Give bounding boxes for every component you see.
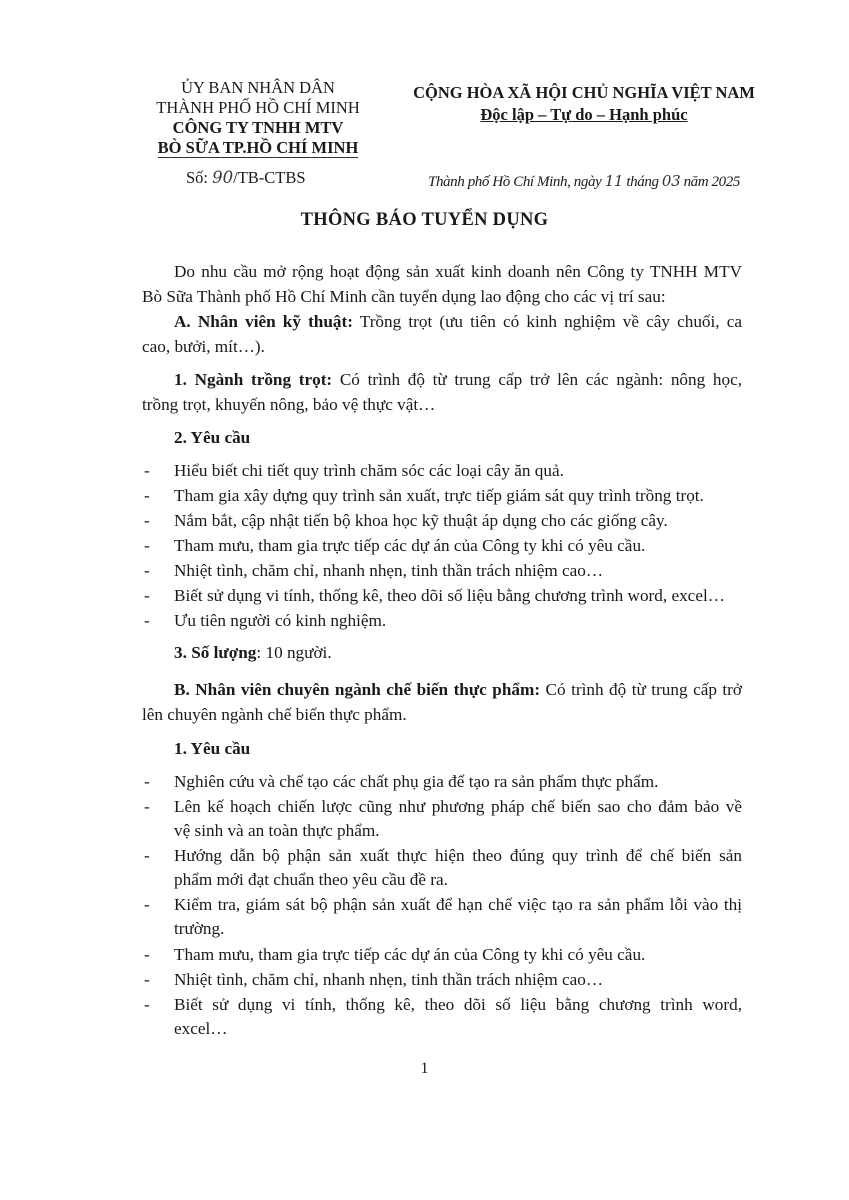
section-a-line-2: cao, bưởi, mít…).	[142, 337, 265, 356]
date-month: 03	[661, 172, 681, 190]
list-item: Biết sử dụng vi tính, thống kê, theo dõi số liệu bằng chương trình word,	[174, 995, 742, 1014]
list-item-continuation: excel…	[174, 1019, 228, 1038]
section-b-heading: B. Nhân viên chuyên ngành chế biến thực phẩm:	[174, 680, 541, 699]
issuer-block	[140, 78, 376, 158]
list-item-continuation: phẩm mới đạt chuẩn theo yêu cầu đề ra.	[174, 870, 448, 889]
list-bullet: -	[144, 995, 150, 1014]
issuer-line-1: ỦY BAN NHÂN DÂN	[181, 78, 335, 97]
list-bullet: -	[144, 970, 150, 989]
issuer-line-4: BÒ SỮA TP.HỒ CHÍ MINH	[157, 138, 359, 157]
list-item: Tham mưu, tham gia trực tiếp các dự án của Công ty khi có yêu cầu.	[174, 536, 646, 555]
date-day: 11	[604, 172, 624, 190]
section-a-item3-text: : 10 người.	[256, 643, 332, 662]
section-a-item1-line-2: trồng trọt, khuyến nông, bảo vệ thực vật…	[142, 395, 436, 414]
list-bullet: -	[144, 486, 150, 505]
list-item: Tham gia xây dựng quy trình sản xuất, trực tiếp giám sát quy trình trồng trọt.	[174, 486, 704, 505]
list-bullet: -	[144, 561, 150, 580]
doc-number-suffix: /TB-CTBS	[233, 168, 306, 187]
list-bullet: -	[144, 846, 150, 865]
issuer-line-2: THÀNH PHỐ HỒ CHÍ MINH	[156, 98, 360, 117]
list-item: Ưu tiên người có kinh nghiệm.	[174, 611, 387, 630]
country-name: CỘNG HÒA XÃ HỘI CHỦ NGHĨA VIỆT NAM	[413, 83, 755, 102]
section-a-item1-heading: 1. Ngành trồng trọt:	[174, 370, 333, 389]
list-bullet: -	[144, 586, 150, 605]
section-a-item3	[174, 643, 332, 663]
list-bullet: -	[144, 797, 150, 816]
page-number: 1	[420, 1060, 429, 1077]
date-prefix: Thành phố Hồ Chí Minh, ngày	[428, 174, 602, 190]
document-number	[186, 168, 306, 188]
list-bullet: -	[144, 611, 150, 630]
place-date	[428, 172, 740, 191]
section-a-item3-heading: 3. Số lượng	[174, 643, 257, 662]
list-bullet: -	[144, 461, 150, 480]
list-item-continuation: vệ sinh và an toàn thực phẩm.	[174, 821, 380, 840]
section-a-text: Trồng trọt (ưu tiên có kinh nghiệm về cây chuối, ca	[352, 312, 742, 331]
date-month-label: tháng	[626, 174, 659, 190]
national-motto: Độc lập – Tự do – Hạnh phúc	[480, 105, 688, 124]
list-item: Hiểu biết chi tiết quy trình chăm sóc các loại cây ăn quả.	[174, 461, 564, 480]
list-item-continuation: trường.	[174, 919, 225, 938]
doc-number-prefix: Số:	[186, 168, 209, 187]
list-bullet: -	[144, 945, 150, 964]
issuer-line-3: CÔNG TY TNHH MTV	[172, 118, 344, 137]
section-a-item2-heading: 2. Yêu cầu	[174, 428, 251, 447]
list-bullet: -	[144, 772, 150, 791]
list-bullet: -	[144, 895, 150, 914]
section-b-line-1	[174, 680, 742, 700]
section-b-line-2: lên chuyên ngành chế biến thực phẩm.	[142, 705, 407, 724]
section-a-line-1	[174, 312, 742, 332]
doc-number-handwritten: 90	[212, 168, 234, 187]
list-bullet: -	[144, 536, 150, 555]
list-item: Nghiên cứu và chế tạo các chất phụ gia để tạo ra sản phẩm thực phẩm.	[174, 772, 659, 791]
list-item: Hướng dẫn bộ phận sản xuất thực hiện theo đúng quy trình để chế biến sản	[174, 846, 742, 865]
list-item: Nhiệt tình, chăm chỉ, nhanh nhẹn, tinh thần trách nhiệm cao…	[174, 970, 604, 989]
list-item: Nhiệt tình, chăm chỉ, nhanh nhẹn, tinh thần trách nhiệm cao…	[174, 561, 604, 580]
section-b-text: Có trình độ từ trung cấp trở	[540, 680, 742, 699]
intro-line-2: Bò Sữa Thành phố Hồ Chí Minh cần tuyển dụng lao động cho các vị trí sau:	[142, 287, 666, 306]
list-item: Tham mưu, tham gia trực tiếp các dự án của Công ty khi có yêu cầu.	[174, 945, 646, 964]
section-a-heading: A. Nhân viên kỹ thuật:	[174, 312, 353, 331]
list-item: Lên kế hoạch chiến lược cũng như phương pháp chế biến sao cho đảm bảo về	[174, 797, 742, 816]
section-a-item1-text: Có trình độ từ trung cấp trở lên các ngành: nông học,	[332, 370, 742, 389]
list-item: Kiểm tra, giám sát bộ phận sản xuất để hạn chế việc tạo ra sản phẩm lỗi vào thị	[174, 895, 742, 914]
intro-line-1: Do nhu cầu mở rộng hoạt động sản xuất kinh doanh nên Công ty TNHH MTV	[174, 262, 742, 281]
section-b-item1-heading: 1. Yêu cầu	[174, 739, 251, 758]
date-year: năm 2025	[683, 174, 740, 190]
list-bullet: -	[144, 511, 150, 530]
national-heading	[412, 82, 756, 126]
document-title: THÔNG BÁO TUYỂN DỤNG	[300, 210, 549, 230]
list-item: Nắm bắt, cập nhật tiến bộ khoa học kỹ thuật áp dụng cho các giống cây.	[174, 511, 668, 530]
list-item: Biết sử dụng vi tính, thống kê, theo dõi số liệu bằng chương trình word, excel…	[174, 586, 725, 605]
section-a-item1-line-1	[174, 370, 742, 390]
